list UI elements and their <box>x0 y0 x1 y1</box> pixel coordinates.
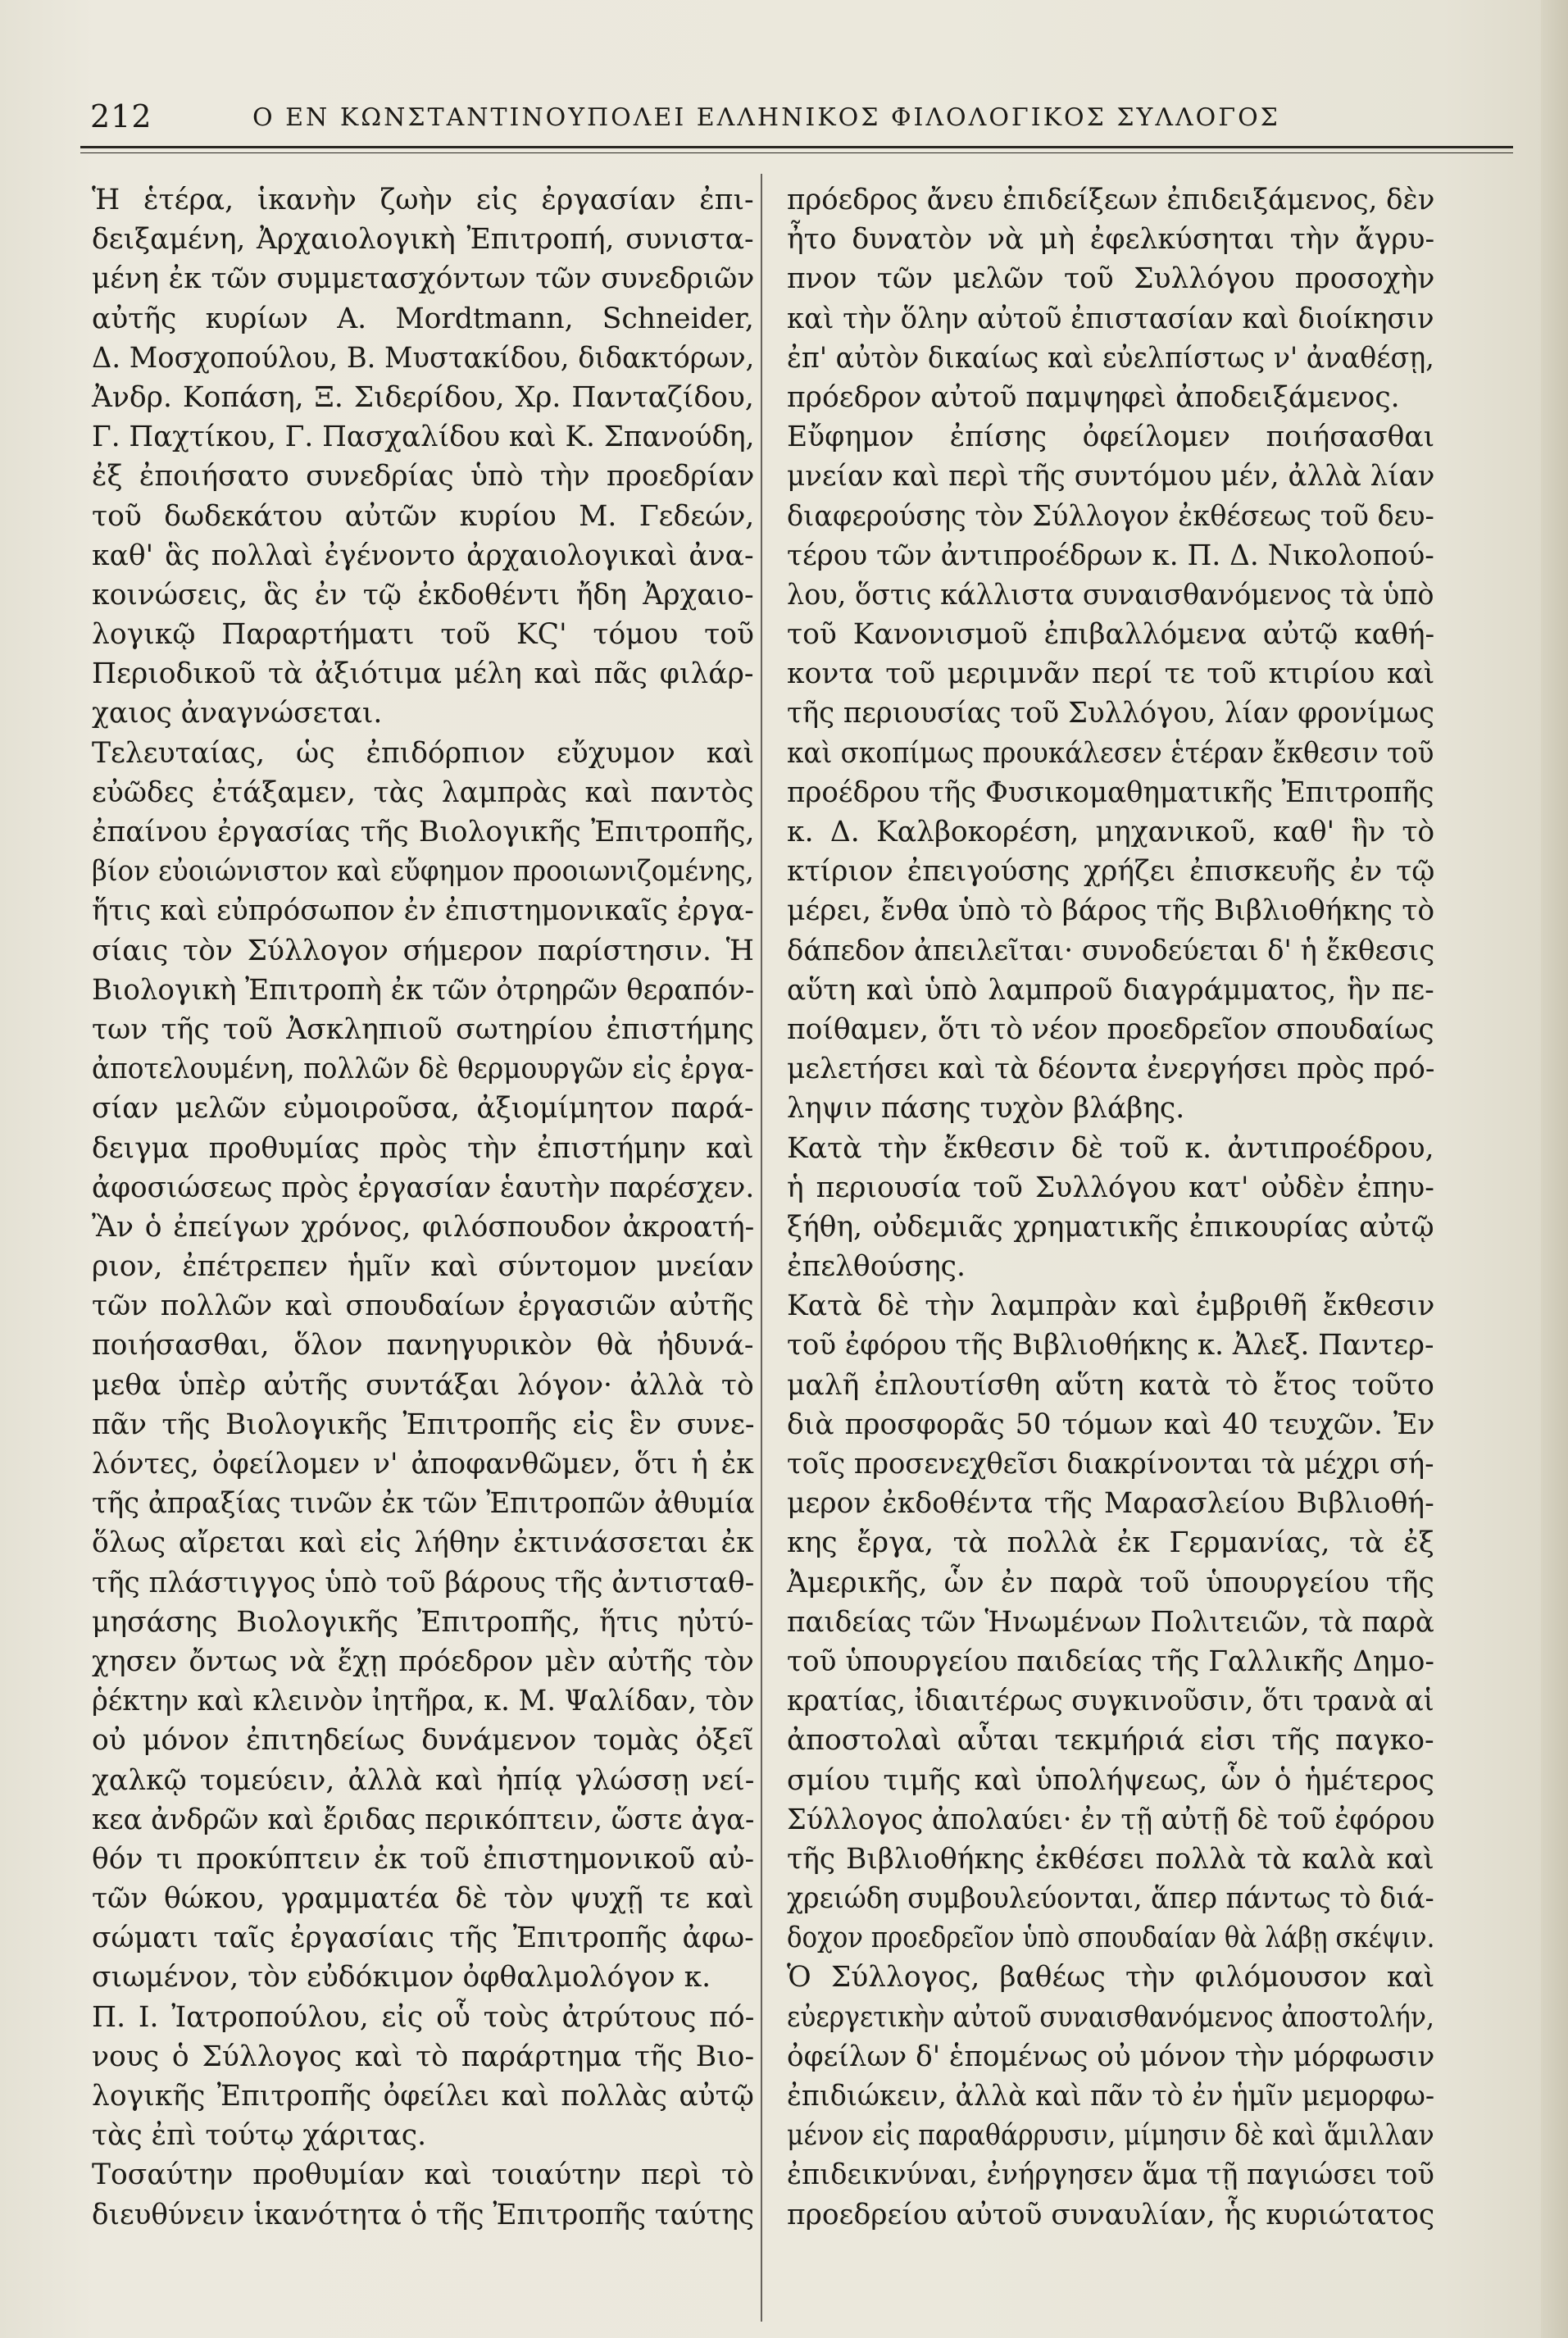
text-line: ὅλως αἴρεται καὶ εἰς λήθην ἐκτινάσσεται ἐκ <box>92 1526 754 1560</box>
text-line: Σύλλογος ἀπολαύει· ἐν τῇ αὐτῇ δὲ τοῦ ἐφόρου <box>787 1803 1435 1836</box>
adjacent-page-edge <box>1541 0 1568 2338</box>
text-line: μέρει, ἔνθα ὑπὸ τὸ βάρος τῆς Βιβλιοθήκης τὸ <box>787 894 1435 928</box>
page-header <box>80 92 1511 141</box>
text-line: ἥτις καὶ εὐπρόσωπον ἐν ἐπιστημονικαῖς ἐργα- <box>92 894 754 928</box>
text-line: τοῦ ἐφόρου τῆς Βιβλιοθήκης κ. Ἀλεξ. Παντερ- <box>787 1329 1434 1362</box>
text-line: ληψιν πάσης τυχὸν βλάβης. <box>787 1092 1185 1126</box>
text-line: σίαν μελῶν εὐμοιροῦσα, ἀξιομίμητον παρά- <box>92 1092 754 1126</box>
text-line: ὀφείλων δ' ἑπομένως οὐ μόνον τὴν μόρφωσιν <box>787 2040 1435 2073</box>
text-line: κης ἔργα, τὰ πολλὰ ἐκ Γερμανίας, τὰ ἐξ <box>787 1526 1434 1560</box>
text-line: μένη ἐκ τῶν συμμετασχόντων τῶν συνεδριῶν <box>92 262 755 296</box>
text-line: κ. Δ. Καλβοκορέση, μηχανικοῦ, καθ' ἣν τὸ <box>787 816 1435 848</box>
header-rule-thick <box>80 146 1513 148</box>
text-line: χαλκῷ τομεύειν, ἀλλὰ καὶ ἠπίᾳ γλώσσῃ νεί- <box>92 1763 755 1797</box>
text-line: μερον ἐκδοθέντα τῆς Μαρασλείου Βιβλιοθή- <box>787 1487 1434 1521</box>
text-line: λόντες, ὀφείλομεν ν' ἀποφανθῶμεν, ὅτι ἡ ἐκ <box>92 1448 754 1481</box>
header-rule-thin <box>80 152 1513 153</box>
text-line: εὐῶδες ἐτάξαμεν, τὰς λαμπρὰς καὶ παντὸς <box>92 776 754 809</box>
text-line: Ἀμερικῆς, ὧν ἐν παρὰ τοῦ ὑπουργείου τῆς <box>787 1566 1434 1599</box>
text-line: Ἡ ἑτέρα, ἱκανὴν ζωὴν εἰς ἐργασίαν ἐπι- <box>92 184 754 216</box>
text-line: τοῦ δωδεκάτου αὐτῶν κυρίου Μ. Γεδεών, <box>92 499 755 533</box>
text-line: χησεν ὄντως νὰ ἔχῃ πρόεδρον μὲν αὐτῆς τὸν <box>92 1644 754 1678</box>
page-number: 212 <box>90 98 152 134</box>
text-line: αὐτῆς κυρίων Α. Mordtmann, Schneider, <box>92 302 754 335</box>
text-line: ἀφοσιώσεως πρὸς ἐργασίαν ἑαυτὴν παρέσχεν. <box>92 1171 755 1204</box>
text-line: δοχον προεδρεῖον ὑπὸ σπουδαίαν θὰ λάβῃ σκέψιν. <box>787 1922 1435 1955</box>
text-line: τῆς ἀπραξίας τινῶν ἐκ τῶν Ἐπιτροπῶν ἀθυμία <box>92 1487 755 1521</box>
text-line: μησάσης Βιολογικῆς Ἐπιτροπῆς, ἥτις ηὐτύ- <box>92 1605 754 1639</box>
column-divider <box>761 174 762 2322</box>
text-line: καθ' ἃς πολλαὶ ἐγένοντο ἀρχαιολογικαὶ ἀνα- <box>92 539 754 572</box>
text-line: ἐπ' αὐτὸν δικαίως καὶ εὐελπίστως ν' ἀναθέσῃ, <box>787 341 1434 375</box>
text-line: πρόεδρον αὐτοῦ παμψηφεὶ ἀποδειξάμενος. <box>787 380 1400 414</box>
text-line: νους ὁ Σύλλογος καὶ τὸ παράρτημα τῆς Βιο- <box>92 2040 755 2073</box>
text-line: πνον τῶν μελῶν τοῦ Συλλόγου προσοχὴν <box>787 262 1435 296</box>
text-line: λου, ὅστις κάλλιστα συναισθανόμενος τὰ ὑπὸ <box>787 578 1434 612</box>
text-line: Ἂν ὁ ἐπείγων χρόνος, φιλόσπουδον ἀκροατή- <box>92 1210 755 1244</box>
text-line: ἐπελθούσης. <box>787 1250 966 1284</box>
text-line: δειγμα προθυμίας πρὸς τὴν ἐπιστήμην καὶ <box>92 1131 754 1165</box>
running-title: Ο ΕΝ ΚΩΝΣΤΑΝΤΙΝΟΥΠΟΛΕΙ ΕΛΛΗΝΙΚΟΣ ΦΙΛΟΛΟΓΙΚΟΣ ΣΥΛΛΟΓΟΣ <box>252 103 1280 132</box>
text-line: ἐξ ἐποιήσατο συνεδρίας ὑπὸ τὴν προεδρίαν <box>92 460 755 494</box>
text-line: ἀποστολαὶ αὗται τεκμήριά εἰσι τῆς παγκο- <box>787 1724 1434 1758</box>
text-line: τῆς περιουσίας τοῦ Συλλόγου, λίαν φρονίμως <box>787 697 1434 730</box>
text-line: θόν τι προκύπτειν ἐκ τοῦ ἐπιστημονικοῦ αὐ- <box>92 1842 755 1876</box>
text-line: ποίθαμεν, ὅτι τὸ νέον προεδρεῖον σπουδαίως <box>787 1012 1434 1046</box>
text-line: κεα ἀνδρῶν καὶ ἔριδας περικόπτειν, ὥστε ἀγα- <box>92 1803 755 1836</box>
text-line: διαφερούσης τὸν Σύλλογον ἐκθέσεως τοῦ δευ- <box>787 499 1434 533</box>
text-line: μνείαν καὶ περὶ τῆς συντόμου μέν, ἀλλὰ λίαν <box>787 460 1435 494</box>
text-line: τέρου τῶν ἀντιπροέδρων κ. Π. Δ. Νικολοπού- <box>787 539 1434 572</box>
text-line: ἡ περιουσία τοῦ Συλλόγου κατ' οὐδὲν ἐπηυ- <box>787 1171 1434 1204</box>
text-line: Ἀνδρ. Κοπάση, Ξ. Σιδερίδου, Χρ. Πανταζίδου, <box>92 380 754 414</box>
text-line: τῆς πλάστιγγος ὑπὸ τοῦ βάρους τῆς ἀντισταθ- <box>92 1566 755 1599</box>
text-line: Ὁ Σύλλογος, βαθέως τὴν φιλόμουσον καὶ <box>787 1961 1435 1995</box>
text-line: λογικῷ Παραρτήματι τοῦ ΚϚ' τόμου τοῦ <box>92 618 754 652</box>
left-text-column <box>92 180 754 2235</box>
text-line: ποιήσασθαι, ὅλον πανηγυρικὸν θὰ ἠδυνά- <box>92 1329 754 1362</box>
text-line: παιδείας τῶν Ἡνωμένων Πολιτειῶν, τὰ παρὰ <box>787 1605 1434 1639</box>
text-line: πρόεδρος ἄνευ ἐπιδείξεων ἐπιδειξάμενος, δὲν <box>787 184 1435 216</box>
text-line: κρατίας, ἰδιαιτέρως συγκινοῦσιν, ὅτι τρανὰ αἱ <box>787 1685 1434 1718</box>
text-line: μεθα ὑπὲρ αὐτῆς συντάξαι λόγον· ἀλλὰ τὸ <box>92 1368 754 1402</box>
text-line: καὶ σκοπίμως προυκάλεσεν ἑτέραν ἔκθεσιν τοῦ <box>787 736 1434 770</box>
text-line: οὐ μόνον ἐπιτηδείως δυνάμενον τομὰς ὀξεῖ <box>92 1724 754 1758</box>
text-line: δάπεδον ἀπειλεῖται· συνοδεύεται δ' ἡ ἔκθεσις <box>787 934 1435 967</box>
text-line: μελετήσει καὶ τὰ δέοντα ἐνεργήσει πρὸς πρό- <box>787 1053 1435 1086</box>
text-line: σιωμένον, τὸν εὐδόκιμον ὀφθαλμολόγον κ. <box>92 1961 711 1995</box>
text-line: μαλῆ ἐπλουτίσθη αὕτη κατὰ τὸ ἔτος τοῦτο <box>787 1368 1434 1402</box>
text-line: μένον εἰς παραθάρρυσιν, μίμησιν δὲ καὶ ἅμιλλαν <box>787 2119 1434 2153</box>
text-line: τῶν θώκου, γραμματέα δὲ τὸν ψυχῇ τε καὶ <box>92 1882 754 1916</box>
text-line: Περιοδικοῦ τὰ ἀξιότιμα μέλη καὶ πᾶς φιλάρ- <box>92 657 754 691</box>
text-line: δειξαμένη, Ἀρχαιολογικὴ Ἐπιτροπή, συνιστα- <box>92 223 754 257</box>
text-line: Βιολογικὴ Ἐπιτροπὴ ἐκ τῶν ὀτρηρῶν θεραπόν- <box>92 973 755 1007</box>
text-line: σώματι ταῖς ἐργασίαις τῆς Ἐπιτροπῆς ἀφω- <box>92 1922 754 1955</box>
text-line: τῶν πολλῶν καὶ σπουδαίων ἐργασιῶν αὐτῆς <box>92 1290 754 1323</box>
text-line: τοῦ ὑπουργείου παιδείας τῆς Γαλλικῆς Δημο- <box>787 1644 1434 1678</box>
text-line: ἐπαίνου ἐργασίας τῆς Βιολογικῆς Ἐπιτροπῆς, <box>92 816 755 848</box>
text-line: σμίου τιμῆς καὶ ὑπολήψεως, ὧν ὁ ἡμέτερος <box>787 1763 1434 1797</box>
text-line: αὕτη καὶ ὑπὸ λαμπροῦ διαγράμματος, ἣν πε- <box>787 973 1434 1007</box>
text-line: Εὔφημον ἐπίσης ὀφείλομεν ποιήσασθαι <box>787 421 1435 454</box>
text-line: Κατὰ δὲ τὴν λαμπρὰν καὶ ἐμβριθῆ ἔκθεσιν <box>787 1290 1435 1323</box>
text-line: ἐπιδιώκειν, ἀλλὰ καὶ πᾶν τὸ ἐν ἡμῖν μεμορφω- <box>787 2080 1435 2113</box>
text-line: Τοσαύτην προθυμίαν καὶ τοιαύτην περὶ τὸ <box>92 2158 754 2192</box>
text-line: διευθύνειν ἱκανότητα ὁ τῆς Ἐπιτροπῆς ταύτης <box>92 2198 755 2231</box>
text-line: κοντα τοῦ μεριμνᾶν περί τε τοῦ κτιρίου καὶ <box>787 657 1435 691</box>
text-line: σίαις τὸν Σύλλογον σήμερον παρίστησιν. Ἡ <box>92 934 754 967</box>
text-line: των τῆς τοῦ Ἀσκληπιοῦ σωτηρίου ἐπιστήμης <box>92 1012 754 1046</box>
text-line: κτίριον ἐπειγούσης χρήζει ἐπισκευῆς ἐν τῷ <box>787 855 1435 889</box>
text-line: προεδρείου αὐτοῦ συναυλίαν, ἧς κυριώτατος <box>787 2198 1435 2231</box>
text-line: Τελευταίας, ὡς ἐπιδόρπιον εὔχυμον καὶ <box>92 736 755 770</box>
text-line: Π. Ι. Ἰατροπούλου, εἰς οὗ τοὺς ἀτρύτους πό- <box>92 2000 755 2034</box>
text-line: ἐπιδεικνύναι, ἐνήργησεν ἅμα τῇ παγιώσει τοῦ <box>787 2158 1434 2192</box>
right-text-column <box>787 180 1434 2235</box>
text-line: χρειώδη συμβουλεύονται, ἅπερ πάντως τὸ διά- <box>787 1882 1434 1916</box>
text-line: ἦτο δυνατὸν νὰ μὴ ἐφελκύσηται τὴν ἄγρυ- <box>787 223 1435 257</box>
text-line: ριον, ἐπέτρεπεν ἡμῖν καὶ σύντομον μνείαν <box>92 1250 754 1284</box>
text-line: προέδρου τῆς Φυσικομαθηματικῆς Ἐπιτροπῆς <box>787 776 1434 809</box>
text-line: τὰς ἐπὶ τούτῳ χάριτας. <box>92 2119 427 2153</box>
text-line: Κατὰ τὴν ἔκθεσιν δὲ τοῦ κ. ἀντιπροέδρου, <box>787 1131 1434 1165</box>
text-line: κοινώσεις, ἃς ἐν τῷ ἐκδοθέντι ἤδη Ἀρχαιο- <box>92 578 754 612</box>
text-line: τοῦ Κανονισμοῦ ἐπιβαλλόμενα αὐτῷ καθή- <box>787 618 1435 652</box>
text-line: πᾶν τῆς Βιολογικῆς Ἐπιτροπῆς εἰς ἓν συνε- <box>92 1408 755 1441</box>
text-line: χαιος ἀναγνώσεται. <box>92 697 383 730</box>
text-line: Δ. Μοσχοπούλου, Β. Μυστακίδου, διδακτόρων, <box>92 341 755 375</box>
text-line: ξήθη, οὐδεμιᾶς χρηματικῆς ἐπικουρίας αὐτῷ <box>787 1210 1434 1244</box>
text-line: βίον εὐοιώνιστον καὶ εὔφημον προοιωνιζομένης, <box>92 855 754 889</box>
text-line: εὐεργετικὴν αὐτοῦ συναισθανόμενος ἀποστολήν, <box>787 2000 1434 2034</box>
text-line: τῆς Βιβλιοθήκης ἐκθέσει πολλὰ τὰ καλὰ καὶ <box>787 1842 1434 1876</box>
text-line: Γ. Παχτίκου, Γ. Πασχαλίδου καὶ Κ. Σπανούδη, <box>92 421 755 454</box>
text-line: διὰ προσφορᾶς 50 τόμων καὶ 40 τευχῶν. Ἐν <box>787 1408 1435 1441</box>
text-line: ἀποτελουμένη, πολλῶν δὲ θερμουργῶν εἰς ἐργα- <box>92 1053 754 1086</box>
text-line: ῥέκτην καὶ κλεινὸν ἰητῆρα, κ. Μ. Ψαλίδαν, τὸν <box>92 1685 755 1718</box>
text-line: τοῖς προσενεχθεῖσι διακρίνονται τὰ μέχρι σή- <box>787 1448 1434 1481</box>
text-line: λογικῆς Ἐπιτροπῆς ὀφείλει καὶ πολλὰς αὐτῷ <box>92 2080 754 2113</box>
text-line: καὶ τὴν ὅλην αὐτοῦ ἐπιστασίαν καὶ διοίκησιν <box>787 302 1434 335</box>
